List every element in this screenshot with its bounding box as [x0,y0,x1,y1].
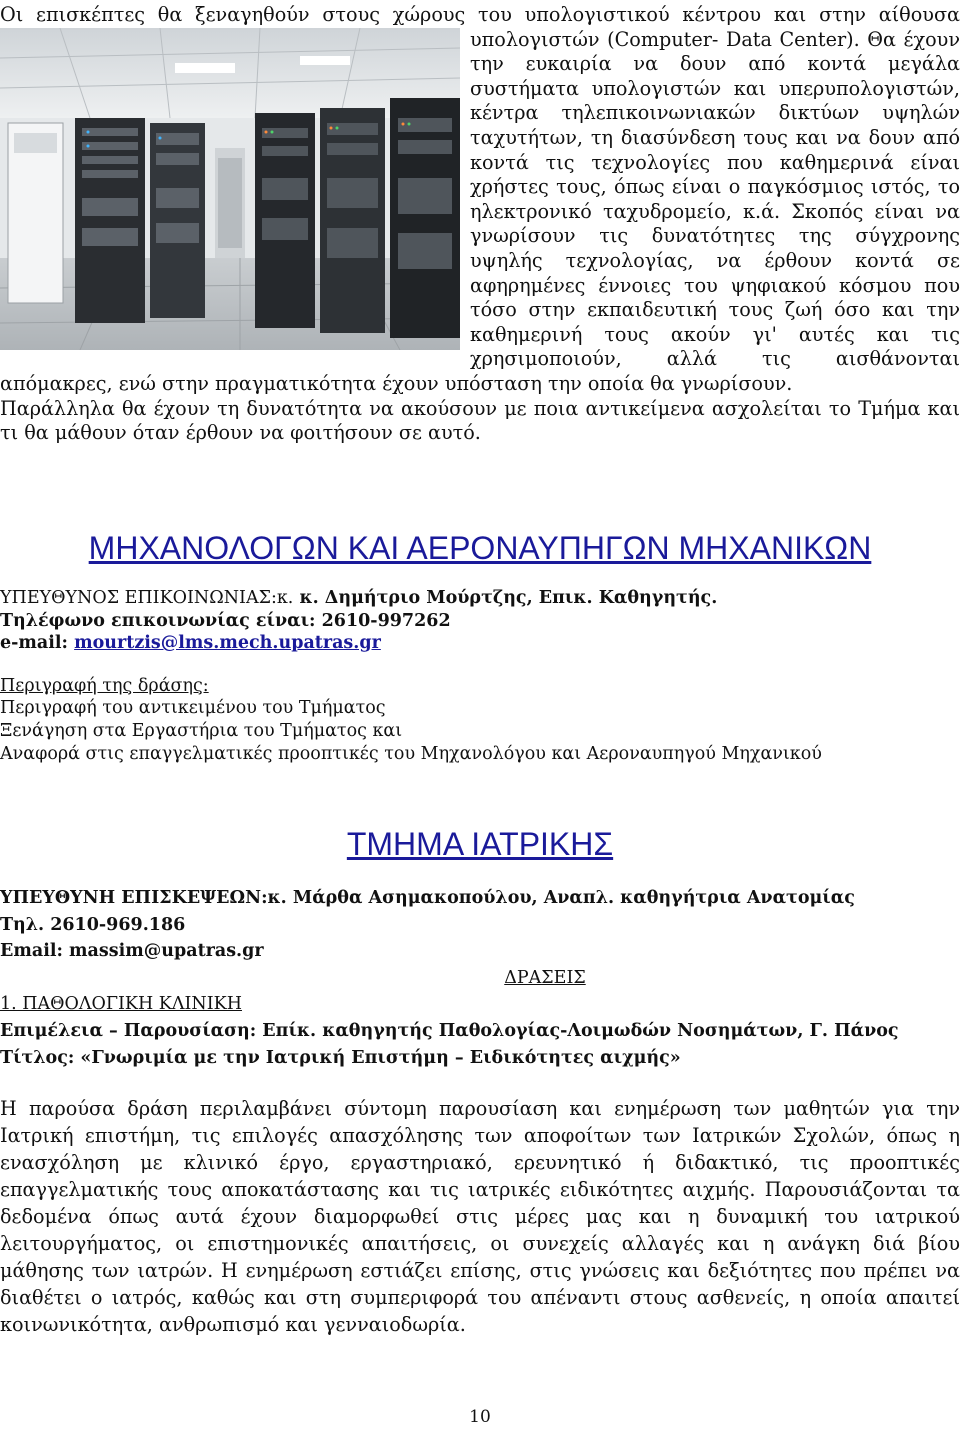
mech-desc-item: Περιγραφή του αντικειμένου του Τμήματος [0,698,386,719]
med-contact: ΥΠΕΥΘΥΝΗ ΕΠΙΣΚΕΨΕΩΝ:κ. Μάρθα Ασημακοπούλου, Αναπλ. καθηγήτρια Ανατομίας [0,888,855,908]
med-phone: Τηλ. 2610-969.186 [0,914,186,935]
med-email: Email: massim@upatras.gr [0,941,264,962]
med-body: Η παρούσα δράση περιλαμβάνει σύντομη παρουσίαση και ενημέρωση των μαθητών για την Ιατρική επιστήμη, τις επιλογές απασχόλησης των αποφοίτων των Ιατρικών Σχολών, όπως η ενασχόληση με κλινικό έργο, εργαστηριακό, ερευνητικό ή διδακτικό, τις προοπτικές επαγγελματικής τους αποκατάστασης και τις ιατρικές ειδικότητες αιχμής. Παρουσιάζονται τα δεδομένα όπως αυτά έχουν διαμορφωθεί στις μέρες μας και η δυναμική του ιατρικού λειτουργήματος, οι επιστημονικές απαιτήσεις, οι συνεχείς αλλαγές και η ανάγκη διά βίου μάθησης των ιατρών. Η ενημέρωση εστιάζει επίσης, στις γνώσεις και δεξιότητες που πρέπει να διαθέτει ο ιατρός, καθώς και στη συμπεριφορά του απέναντι στους ασθενείς, η οποία απαιτεί κοινωνικότητα, ανθρωπισμό και γενναιοδωρία. [0,1097,960,1337]
mech-desc-item: Ξενάγηση στα Εργαστήρια του Τμήματος και [0,720,403,741]
mech-phone: Τηλέφωνο επικοινωνίας είναι: 2610-997262 [0,610,451,631]
intro-first-line: Οι επισκέπτες θα ξεναγηθούν στους χώρους του υπολογιστικού κέντρου και στην αίθουσα [0,3,960,26]
intro-paragraph-2: Παράλληλα θα έχουν τη δυνατότητα να ακούσουν με ποια αντικείμενα ασχολείται το Τμήμα και τι θα μάθουν όταν έρθουν να φοιτήσουν σε αυτό. [0,396,960,445]
mech-dept-title: ΜΗΧΑΝΟΛΟΓΩΝ ΚΑΙ ΑΕΡΟΝΑΥΠΗΓΩΝ ΜΗΧΑΝΙΚΩΝ [88,530,872,566]
mech-desc-item: Αναφορά στις επαγγελματικές προοπτικές του Μηχανολόγου και Αεροναυπηγού Μηχανικού [0,743,822,764]
mech-email-line [0,632,960,655]
med-section [0,826,960,1338]
mech-contact-prefix: ΥΠΕΥΘΥΝΟΣ ΕΠΙΚΟΙΝΩΝΙΑΣ:κ. [0,588,294,608]
med-supervision: Επιμέλεια – Παρουσίαση: Επίκ. καθηγητής Παθολογίας-Λοιμωδών Νοσημάτων, Γ. Πάνος [0,1020,899,1041]
mech-section [0,530,960,765]
data-center-photo [0,28,460,350]
intro-paragraph: υπολογιστών (Computer- Data Center). Θα έχουν την ευκαιρία να δουν από κοντά μεγάλα συστήματα υπολογιστών και υπερυπολογιστών, κέντρα τηλεπικοινωνιακών δικτύων υψηλών ταχυτήτων, τη διασύνδεση τους και να δουν από κοντά τις τεχνολογίες που καθημερινά είναι χρήστες τους, όπως είναι ο παγκόσμιος ιστός, το ηλεκτρονικό ταχυδρομείο, κ.ά. Σκοπός είναι να γνωρίσουν τις δυνατότητες της σύγχρονης υψηλής τεχνολογίας, να έρθουν κοντά σε αφηρημένες έννοιες του ψηφιακού κόσμου που τόσο στην εκπαιδευτική τους ζωή όσο και την καθημερινή τους ακούν γι' αυτές και τις χρησιμοποιούν, αλλά τις αισθάνονται απόμακρες, ενώ στην πραγματικότητα έχουν υπόσταση την οποία θα γνωρίσουν. [0,27,960,395]
med-title-label: Τίτλος: «Γνωριμία με την Ιατρική Επιστήμη – Ειδικότητες αιχμής» [0,1047,681,1068]
mech-contact-name: κ. Δημήτριο Μούρτζης, Επικ. Καθηγητής. [293,588,718,608]
intro-section [0,3,960,446]
page-number: 10 [469,1407,491,1427]
mech-email-link[interactable]: mourtzis@lms.mech.upatras.gr [74,633,381,654]
mech-contact [0,587,960,610]
med-dept-title: ΤΜΗΜΑ ΙΑΤΡΙΚΗΣ [346,826,614,862]
mech-email-label: e-mail: [0,633,75,654]
med-clinic-heading: 1. ΠΑΘΟΛΟΓΙΚΗ ΚΛΙΝΙΚΗ [0,994,242,1015]
mech-desc-heading: Περιγραφή της δράσης: [0,675,209,696]
med-actions-heading: ΔΡΑΣΕΙΣ [504,967,586,988]
